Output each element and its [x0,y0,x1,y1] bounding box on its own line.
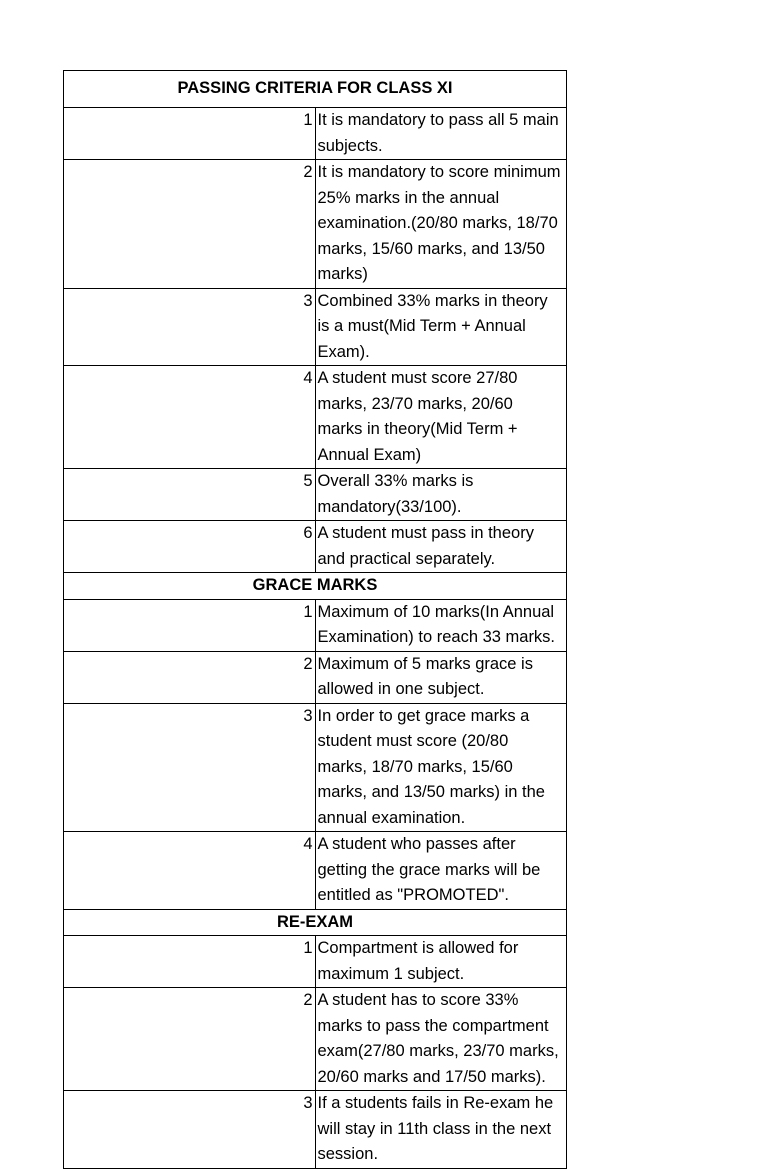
table-row [64,469,567,521]
table-row [64,832,567,910]
row-text: A student has to score 33% marks to pass the compartment exam(27/80 marks, 23/70 marks, 20/60 marks and 17/50 marks). [315,988,567,1091]
row-number: 4 [64,832,316,910]
table-row [64,160,567,289]
row-text: Maximum of 5 marks grace is allowed in one subject. [315,651,567,703]
section-header-row [64,71,567,108]
row-text: It is mandatory to score minimum 25% marks in the annual examination.(20/80 marks, 18/70 marks, 15/60 marks, and 13/50 marks) [315,160,567,289]
row-number: 3 [64,703,316,832]
row-number: 1 [64,108,316,160]
row-text: If a students fails in Re-exam he will stay in 11th class in the next session. [315,1091,567,1169]
row-text: It is mandatory to pass all 5 main subjects. [315,108,567,160]
section-header-row [64,573,567,600]
row-number: 1 [64,599,316,651]
row-number: 6 [64,521,316,573]
row-number: 5 [64,469,316,521]
row-number: 3 [64,288,316,366]
row-text: A student must pass in theory and practical separately. [315,521,567,573]
row-text: Maximum of 10 marks(In Annual Examination) to reach 33 marks. [315,599,567,651]
row-number: 2 [64,988,316,1091]
row-text: In order to get grace marks a student must score (20/80 marks, 18/70 marks, 15/60 marks, and 13/50 marks) in the annual examination. [315,703,567,832]
table-row [64,651,567,703]
row-number: 4 [64,366,316,469]
section-title-grace-marks: GRACE MARKS [64,573,567,600]
row-text: A student who passes after getting the grace marks will be entitled as "PROMOTED". [315,832,567,910]
row-text: Compartment is allowed for maximum 1 subject. [315,936,567,988]
table-row [64,108,567,160]
row-number: 2 [64,160,316,289]
table-row [64,521,567,573]
row-number: 3 [64,1091,316,1169]
criteria-table [63,70,567,1169]
table-row [64,936,567,988]
table-row [64,366,567,469]
row-text: Overall 33% marks is mandatory(33/100). [315,469,567,521]
row-text: A student must score 27/80 marks, 23/70 marks, 20/60 marks in theory(Mid Term + Annual Exam) [315,366,567,469]
row-number: 1 [64,936,316,988]
row-text: Combined 33% marks in theory is a must(Mid Term + Annual Exam). [315,288,567,366]
section-header-row [64,909,567,936]
table-row [64,288,567,366]
table-row [64,988,567,1091]
section-title-passing-criteria: PASSING CRITERIA FOR CLASS XI [64,71,567,108]
table-row [64,599,567,651]
section-title-re-exam: RE-EXAM [64,909,567,936]
table-row [64,1091,567,1169]
table-row [64,703,567,832]
row-number: 2 [64,651,316,703]
